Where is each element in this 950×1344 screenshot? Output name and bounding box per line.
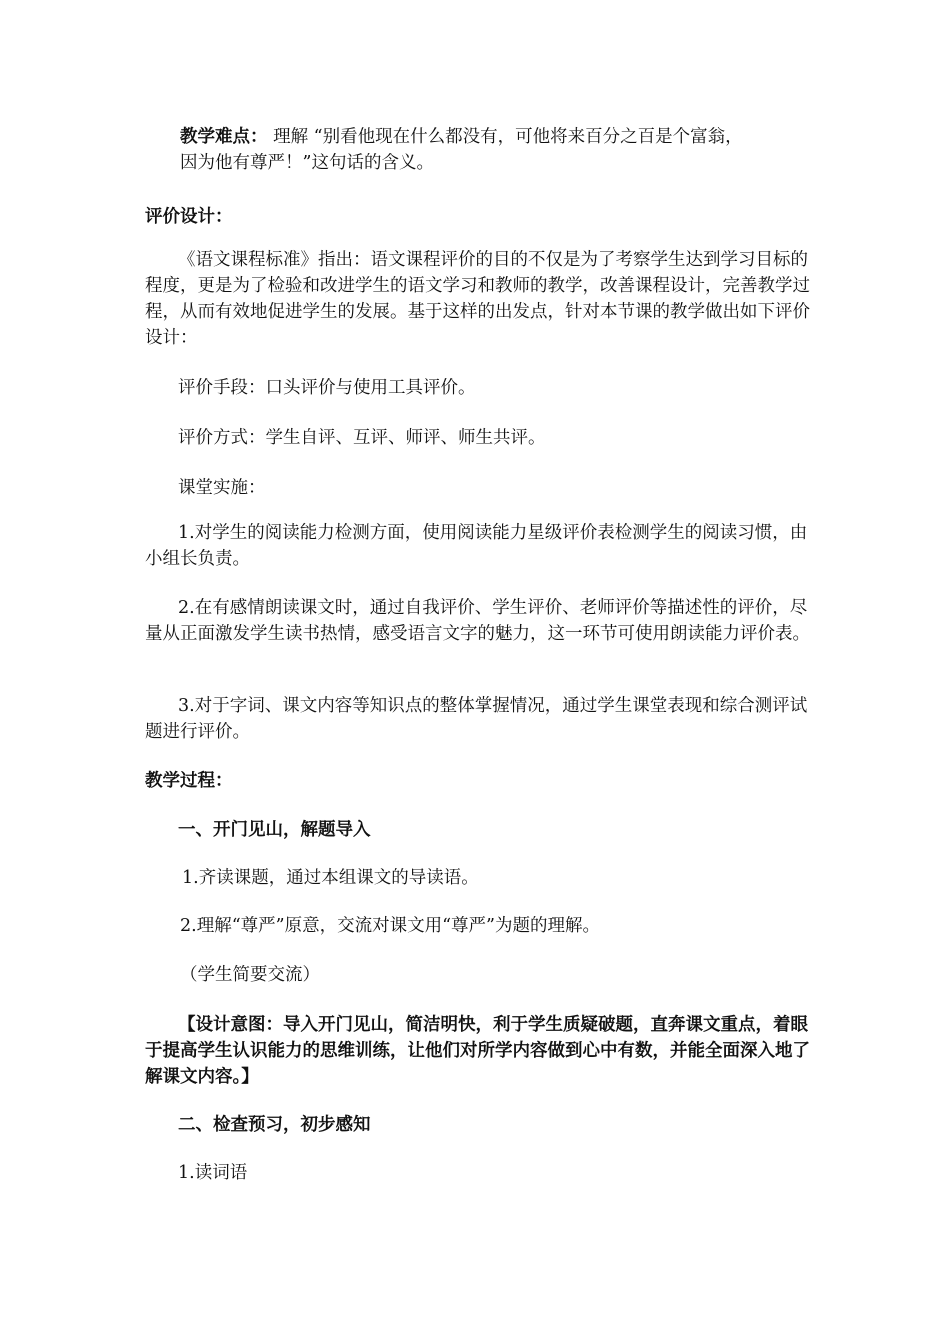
difficulty-label: 教学难点：: [180, 127, 268, 147]
evaluation-implementation: 课堂实施：: [178, 478, 266, 498]
section-2-title: 二、检查预习，初步感知: [178, 1115, 371, 1135]
section-1-step-1: 1.齐读课题，通过本组课文的导读语。: [182, 868, 479, 888]
evaluation-item-1: 1.对学生的阅读能力检测方面，使用阅读能力星级评价表检测学生的阅读习惯，由小组长负责。: [145, 523, 808, 569]
process-heading: 教学过程：: [145, 771, 233, 791]
section-1-note: （学生简要交流）: [180, 965, 320, 985]
difficulty-text-1: 理解 “别看他现在什么都没有，可他将来百分之百是个富翁，: [267, 127, 743, 147]
evaluation-heading: 评价设计：: [145, 207, 233, 227]
evaluation-methods: 评价方式：学生自评、互评、师评、师生共评。: [178, 428, 546, 448]
evaluation-item-2: 2.在有感情朗读课文时，通过自我评价、学生评价、老师评价等描述性的评价，尽量从正面激发学生读书热情，感受语言文字的魅力，这一环节可使用朗读能力评价表。: [145, 598, 810, 644]
difficulty-line-1: [180, 124, 820, 150]
section-1-step-2: 2.理解“尊严”原意，交流对课文用“尊严”为题的理解。: [180, 916, 600, 936]
section-1-title: 一、开门见山，解题导入: [178, 820, 371, 840]
section-1-design-intent: 【设计意图：导入开门见山，简洁明快，利于学生质疑破题，直奔课文重点，着眼于提高学生认识能力的思维训练，让他们对所学内容做到心中有数，并能全面深入地了解课文内容。】: [145, 1015, 810, 1087]
evaluation-intro: 《语文课程标准》指出：语文课程评价的目的不仅是为了考察学生达到学习目标的程度，更是为了检验和改进学生的语文学习和教师的教学，改善课程设计，完善教学过程，从而有效地促进学生的发展。基于这样的出发点，针对本节课的教学做出如下评价设计：: [145, 250, 810, 348]
evaluation-means: 评价手段：口头评价与使用工具评价。: [178, 378, 476, 398]
section-2-step-1: 1.读词语: [178, 1163, 248, 1183]
difficulty-line-2: 因为他有尊严！”这句话的含义。: [180, 153, 434, 173]
evaluation-item-3: 3.对于字词、课文内容等知识点的整体掌握情况，通过学生课堂表现和综合测评试题进行评价。: [145, 696, 808, 742]
